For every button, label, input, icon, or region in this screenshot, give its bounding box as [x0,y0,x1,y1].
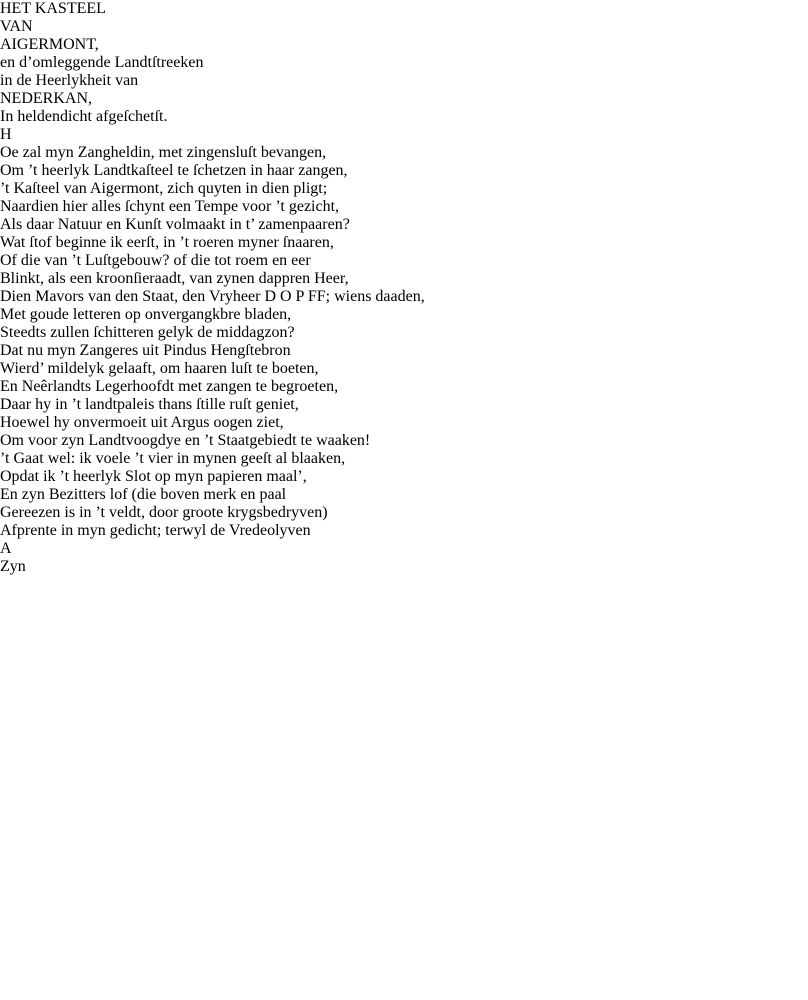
title-aigermont: AIGERMONT, [0,36,99,53]
poem-line: Oe zal myn Zangheldin, met zingensluſt bevangen, [0,144,327,161]
signature-mark: A [0,540,12,557]
poem-line: Als daar Natuur en Kunſt volmaakt in t’ zamenpaaren? [0,216,350,233]
poem-line: Wierd’ mildelyk gelaaft, om haaren luſt te boeten, [0,360,319,377]
title-het-kasteel: HET KASTEEL [0,0,106,17]
title-subtitle-landtstreeken: en d’omleggende Landtſtreeken [0,54,204,71]
title-van: VAN [0,18,33,35]
poem [0,144,808,540]
poem-line: Daar hy in ’t landtpaleis thans ſtille ruſt geniet, [0,396,299,413]
poem-line: Blinkt, als een kroonſieraadt, van zynen dappren Heer, [0,270,349,287]
title-subtitle-heerlykheit: in de Heerlykheit van [0,72,139,89]
poem-line: Dat nu myn Zangeres uit Pindus Hengſtebron [0,342,291,359]
poem-line: Om voor zyn Landtvoogdye en ’t Staatgebiedt te waaken! [0,432,371,449]
title-nederkan: NEDERKAN, [0,90,92,107]
poem-line: Afprente in myn gedicht; terwyl de Vredeolyven [0,522,311,539]
poem-line: Opdat ik ’t heerlyk Slot op myn papieren maal’, [0,468,307,485]
poem-line: Met goude letteren op onvergangkbre bladen, [0,306,292,323]
cover-edge-top-left [0,0,44,82]
catchword: Zyn [0,558,26,575]
title-subtitle-heldendicht: In heldendicht afgeſchetſt. [0,108,168,125]
poem-line: Of die van ’t Luſtgebouw? of die tot roem en eer [0,252,311,269]
poem-line: Hoewel hy onvermoeit uit Argus oogen ziet, [0,414,284,431]
drop-cap-initial: H [0,126,12,143]
poem-line: Steedts zullen ſchitteren gelyk de middagzon? [0,324,295,341]
poem-line: En Neêrlandts Legerhoofdt met zangen te begroeten, [0,378,339,395]
poem-line: Naardien hier alles ſchynt een Tempe voor ’t gezicht, [0,198,340,215]
poem-line: ’t Kaſteel van Aigermont, zich quyten in dien pligt; [0,180,328,197]
poem-line: Om ’t heerlyk Landtkaſteel te ſchetzen in haar zangen, [0,162,348,179]
poem-line: En zyn Bezitters lof (die boven merk en paal [0,486,287,503]
poem-line: Wat ſtof beginne ik eerſt, in ’t roeren myner ſnaaren, [0,234,334,251]
poem-line: Gereezen is in ’t veldt, door groote krygsbedryven) [0,504,328,521]
poem-line: ’t Gaat wel: ik voele ’t vier in mynen geeſt al blaaken, [0,450,346,467]
poem-line: Dien Mavors van den Staat, den Vryheer D O P FF; wiens daaden, [0,288,425,305]
